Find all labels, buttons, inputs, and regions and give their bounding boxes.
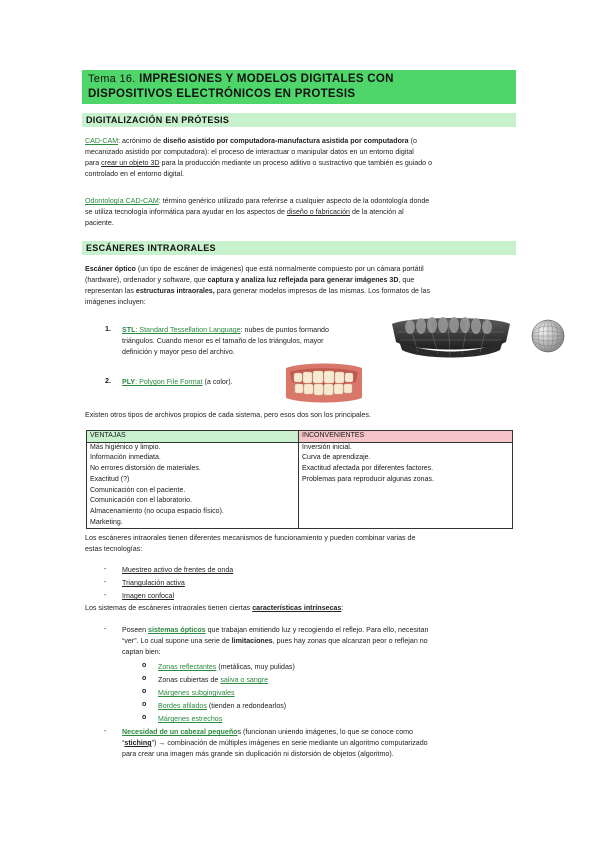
text-line: Los escáneres intraorales tienen diferentes mecanismos de funcionamiento y pueden combinar varias de xyxy=(85,534,416,542)
limitacion-link[interactable]: Bordes afilados xyxy=(158,702,207,710)
text: para generar modelos impresos de las mismas. Los formatos de las xyxy=(214,287,431,295)
mecanismo-link[interactable]: Imagen confocal xyxy=(122,592,175,600)
mecanismo-link[interactable]: Muestreo activo de frentes de onda xyxy=(122,566,234,574)
title-line2: DISPOSITIVOS ELECTRÓNICOS EN PROTESIS xyxy=(88,88,356,100)
inconvenientes-header: INCONVENIENTES xyxy=(299,431,513,443)
text: ”) → combinación de múltiples imágenes en serie mediante un algoritmo computarizado xyxy=(151,739,428,747)
table-header-row xyxy=(87,431,513,443)
text: (tienden a redondearlos) xyxy=(206,702,287,710)
text: : xyxy=(341,604,344,612)
ventaja-item: No errores distorsión de materiales. xyxy=(90,465,201,473)
text-bold: captura y analiza luz reflejada para generar imágenes 3D xyxy=(207,276,399,284)
text-line: para crear una imagen más grande sin duplicación ni distorsión de objetos (algoritmo). xyxy=(122,750,394,758)
title-line1: IMPRESIONES Y MODELOS DIGITALES CON xyxy=(139,73,394,85)
ventaja-item: Almacenamiento (no ocupa espacio físico). xyxy=(90,507,224,515)
text: que trabajan emitiendo luz y recogiendo el reflejo. Para ello, necesitan xyxy=(205,626,429,634)
ventaja-item: Marketing. xyxy=(90,518,123,526)
text: “ver”. Lo cual supone una serie de xyxy=(122,637,232,645)
limitacion-item xyxy=(158,688,235,699)
ventaja-item: Más higiénico y limpio. xyxy=(90,443,161,451)
text: se utiliza tecnología informática para ayudar en los aspectos de xyxy=(85,208,287,216)
text: para xyxy=(85,159,102,167)
limitacion-link[interactable]: Márgenes subgingivales xyxy=(158,689,235,697)
limitacion-item xyxy=(158,675,268,686)
circle-bullet: o xyxy=(142,714,147,721)
cabezal-item xyxy=(122,727,514,760)
ventaja-item: Comunicación con el paciente. xyxy=(90,486,186,494)
limitacion-link[interactable]: Zonas reflectantes xyxy=(158,663,217,671)
dash-bullet: - xyxy=(104,727,107,735)
text: , que xyxy=(398,276,415,284)
text: (a color). xyxy=(202,378,233,386)
ventajas-table xyxy=(86,430,513,529)
circle-bullet: o xyxy=(142,675,147,682)
ply-full-link[interactable]: : Polygon File Format xyxy=(135,378,203,386)
page-title xyxy=(82,70,516,104)
circle-bullet: o xyxy=(142,662,147,669)
inconveniente-item: Inversión inicial. xyxy=(302,443,352,451)
cadcam-term[interactable]: CAD-CAM xyxy=(85,137,119,145)
text: : término genérico utilizado para referirse a cualquier aspecto de la odontología donde xyxy=(158,197,430,205)
list-number: 1. xyxy=(105,325,111,333)
section-escaneres: ESCÁNERES INTRAORALES xyxy=(82,241,516,255)
text-underlined: diseño o fabricación xyxy=(286,208,351,216)
inconveniente-item: Curva de aprendizaje. xyxy=(302,454,371,462)
cadcam-paragraph xyxy=(85,136,515,180)
text: Zonas cubiertas de xyxy=(158,676,221,684)
mecanismo-link[interactable]: Triangulación activa xyxy=(122,579,185,587)
otros-paragraph: Existen otros tipos de archivos propios de cada sistema, pero esos dos son los principales. xyxy=(85,411,371,419)
ply-teeth-image xyxy=(282,362,366,404)
text-line: controlado en el entorno digital. xyxy=(85,170,184,178)
text: Poseen xyxy=(122,626,149,634)
caracteristicas-paragraph xyxy=(85,603,515,614)
dash-bullet: - xyxy=(104,625,107,633)
table-row xyxy=(87,442,513,529)
cabezal-link[interactable]: Necesidad de un cabezal pequeño xyxy=(122,728,238,736)
sistemas-opticos-link[interactable]: sistemas ópticos xyxy=(148,626,206,634)
limitacion-item xyxy=(158,662,295,673)
ventajas-cell xyxy=(87,442,299,529)
text-line: captan bien: xyxy=(122,648,161,656)
text: (hardware), ordenador y software, que xyxy=(85,276,208,284)
inconveniente-item: Exactitud afectada por diferentes factores. xyxy=(302,465,434,473)
inconveniente-item: Problemas para reproducir algunas zonas. xyxy=(302,475,434,483)
text: representan las xyxy=(85,287,136,295)
ply-link[interactable]: PLY xyxy=(122,378,136,386)
text: (o xyxy=(408,137,417,145)
dash-bullet: - xyxy=(104,591,107,599)
tema-label: Tema 16. xyxy=(88,73,136,85)
odontologia-term[interactable]: Odontología CAD-CAM xyxy=(85,197,159,205)
ventaja-item: Exactitud (?) xyxy=(90,475,130,483)
ventajas-header: VENTAJAS xyxy=(87,431,299,443)
escaner-paragraph xyxy=(85,264,515,308)
text: s (funcionan uniendo imágenes, lo que se conoce como xyxy=(237,728,414,736)
text-line: definición y mayor peso del archivo. xyxy=(122,348,235,356)
circle-bullet: o xyxy=(142,688,147,695)
text-line: mecanizado asistido por computadora): el proceso de interactuar o manipular datos en un entorno digital xyxy=(85,148,414,156)
ventaja-item: Comunicación con el laboratorio. xyxy=(90,497,192,505)
text-line: triángulos. Cuando menor es el tamaño de los triángulos, mayor xyxy=(122,337,324,345)
text-bold: limitaciones xyxy=(231,637,273,645)
text-line: imágenes incluyen: xyxy=(85,298,146,306)
text: para la producción mediante un proceso aditivo o sustractivo que también es guiado o xyxy=(159,159,433,167)
inconvenientes-cell xyxy=(299,442,513,529)
text: , pues hay zonas que alcanzan peor o reflejan no xyxy=(272,637,428,645)
text: : nubes de puntos formando xyxy=(240,326,329,334)
text-bold-underlined: características intrínsecas xyxy=(252,604,342,612)
mesh-sphere-image xyxy=(530,318,566,354)
stl-link[interactable]: STL xyxy=(122,326,136,334)
list-number: 2. xyxy=(105,377,111,385)
stl-full-link[interactable]: : Standard Tessellation Language xyxy=(135,326,241,334)
ventaja-item: Información inmediata. xyxy=(90,454,161,462)
dash-bullet: - xyxy=(104,565,107,573)
text-bold: estructuras intraorales, xyxy=(135,287,215,295)
text: Los sistemas de escáneres intraorales tienen ciertas xyxy=(85,604,253,612)
limitacion-item xyxy=(158,714,222,725)
text-line: paciente. xyxy=(85,219,114,227)
stl-scan-image xyxy=(388,312,514,360)
sistemas-item xyxy=(122,625,514,658)
text: : acrónimo de xyxy=(118,137,164,145)
circle-bullet: o xyxy=(142,701,147,708)
text-bold-underlined: stiching xyxy=(124,739,152,747)
text-line: estas tecnologías: xyxy=(85,545,143,553)
odontologia-paragraph xyxy=(85,196,515,229)
text: (metálicas, muy pulidas) xyxy=(216,663,295,671)
list-item-stl xyxy=(122,325,382,358)
dash-bullet: - xyxy=(104,578,107,586)
limitacion-link[interactable]: Márgenes estrechos xyxy=(158,715,223,723)
text: “ xyxy=(122,739,125,747)
text-underlined: crear un objeto 3D xyxy=(101,159,160,167)
text-bold: Escáner óptico xyxy=(85,265,136,273)
limitacion-item xyxy=(158,701,286,712)
text: de la atención al xyxy=(350,208,404,216)
section-digitalizacion: DIGITALIZACIÓN EN PRÓTESIS xyxy=(82,113,516,127)
text: (un tipo de escáner de imágenes) que está normalmente compuesto por un cámara portátil xyxy=(135,265,424,273)
text-bold: diseño asistido por computadora-manufactura asistida por computadora xyxy=(163,137,409,145)
mecanismos-paragraph xyxy=(85,533,515,555)
limitacion-link[interactable]: saliva o sangre xyxy=(220,676,269,684)
